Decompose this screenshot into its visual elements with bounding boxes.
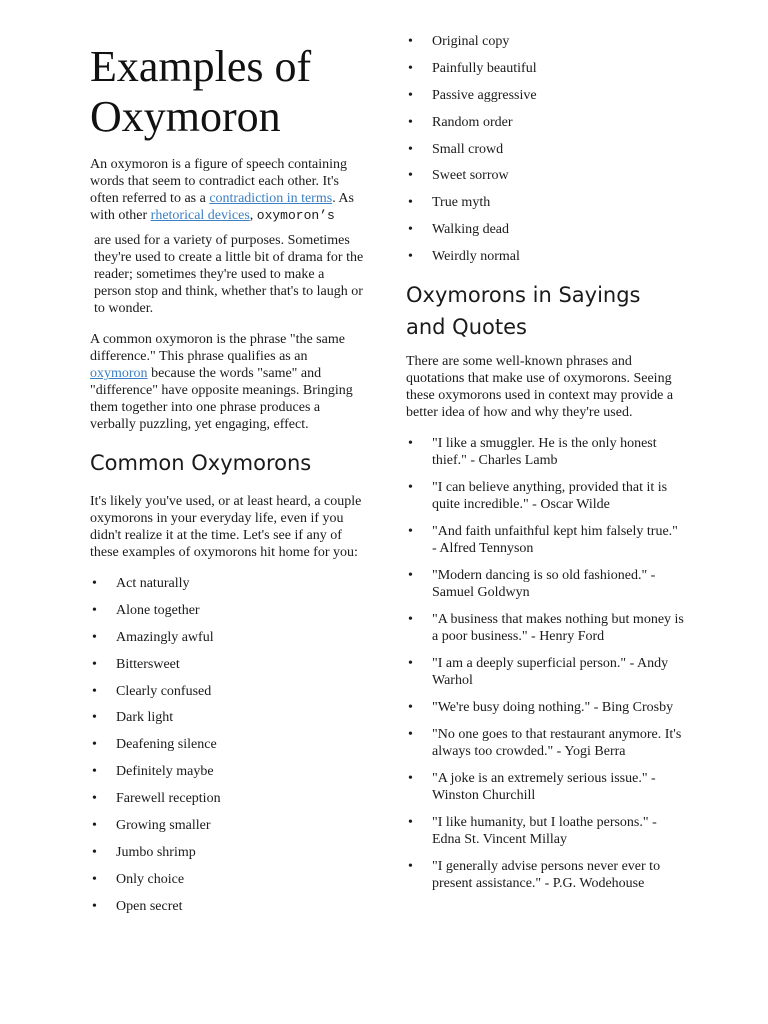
- quote-item: • "We're busy doing nothing." - Bing Crosby: [406, 699, 686, 716]
- page-title: Examples of Oxymoron: [90, 42, 312, 141]
- list-item: • Bittersweet: [90, 656, 365, 673]
- quote-item: • "I generally advise persons never ever to present assistance." - P.G. Wodehouse: [406, 858, 686, 892]
- oxymoron-list-right: [406, 33, 686, 265]
- intro-text: ,: [249, 208, 257, 223]
- list-item: • Growing smaller: [90, 817, 365, 834]
- list-item: • Definitely maybe: [90, 763, 365, 780]
- list-item: • Walking dead: [406, 221, 686, 238]
- list-item: • Passive aggressive: [406, 87, 686, 104]
- sayings-intro: There are some well-known phrases and quotations that make use of oxymorons. Seeing these oxymorons used in context may provide a better idea of how and why they're used.: [406, 354, 674, 421]
- quote-item: • "And faith unfaithful kept him falsely true." - Alfred Tennyson: [406, 523, 686, 557]
- left-column: [90, 42, 365, 925]
- intro-text: ’s: [319, 208, 335, 223]
- right-column: [406, 33, 686, 902]
- oxymoron-list-left: [90, 575, 365, 915]
- intro-text: . As with other: [90, 191, 354, 223]
- paragraph-text: A common oxymoron is the phrase "the same difference." This phrase qualifies as an: [90, 332, 345, 364]
- list-item: • True myth: [406, 194, 686, 211]
- common-oxymorons-heading: Common Oxymorons: [90, 451, 312, 475]
- list-item: • Small crowd: [406, 141, 686, 158]
- list-item: • Farewell reception: [90, 790, 365, 807]
- oxymoron-code-term: oxymoron: [256, 208, 320, 223]
- quotes-list: [406, 435, 686, 892]
- quote-item: • "Modern dancing is so old fashioned." - Samuel Goldwyn: [406, 567, 686, 601]
- list-item: • Clearly confused: [90, 683, 365, 700]
- quote-item: • "I like a smuggler. He is the only honest thief." - Charles Lamb: [406, 435, 686, 469]
- list-item: • Random order: [406, 114, 686, 131]
- common-oxymorons-intro: It's likely you've used, or at least heard, a couple oxymorons in your everyday life, even if you didn't realize it at the time. Let's see if any of these examples of oxymorons hit home for you:: [90, 494, 362, 560]
- oxymoron-link[interactable]: oxymoron: [90, 366, 148, 381]
- quote-item: • "No one goes to that restaurant anymore. It's always too crowded." - Yogi Berra: [406, 726, 686, 760]
- list-item: • Jumbo shrimp: [90, 844, 365, 861]
- intro-text: An oxymoron is a figure of speech containing words that seem to contradict each other. It's often referred to as a: [90, 157, 347, 206]
- list-item: • Painfully beautiful: [406, 60, 686, 77]
- list-item: • Act naturally: [90, 575, 365, 592]
- list-item: • Sweet sorrow: [406, 167, 686, 184]
- quote-item: • "I like humanity, but I loathe persons." - Edna St. Vincent Millay: [406, 814, 686, 848]
- list-item: • Deafening silence: [90, 736, 365, 753]
- list-item: • Open secret: [90, 898, 365, 915]
- intro-paragraph: [90, 156, 365, 224]
- quote-item: • "A joke is an extremely serious issue." - Winston Churchill: [406, 770, 686, 804]
- quote-item: • "A business that makes nothing but money is a poor business." - Henry Ford: [406, 611, 686, 645]
- intro-continuation: are used for a variety of purposes. Sometimes they're used to create a little bit of drama for the reader; sometimes they're used to make a person stop and think, whether that's to laugh or to wonder.: [94, 233, 364, 316]
- list-item: • Weirdly normal: [406, 248, 686, 265]
- list-item: • Dark light: [90, 709, 365, 726]
- list-item: • Amazingly awful: [90, 629, 365, 646]
- paragraph-text: because the words "same" and "difference" have opposite meanings. Bringing them together into one phrase produces a verbally puzzling, yet engaging, effect.: [90, 366, 353, 432]
- same-difference-paragraph: [90, 331, 365, 433]
- list-item: • Alone together: [90, 602, 365, 619]
- list-item: • Original copy: [406, 33, 686, 50]
- quote-item: • "I am a deeply superficial person." - Andy Warhol: [406, 655, 686, 689]
- sayings-quotes-heading: Oxymorons in Sayings and Quotes: [406, 283, 641, 340]
- contradiction-in-terms-link[interactable]: contradiction in terms: [209, 191, 333, 206]
- quote-item: • "I can believe anything, provided that it is quite incredible." - Oscar Wilde: [406, 479, 686, 513]
- list-item: • Only choice: [90, 871, 365, 888]
- rhetorical-devices-link[interactable]: rhetorical devices: [150, 208, 250, 223]
